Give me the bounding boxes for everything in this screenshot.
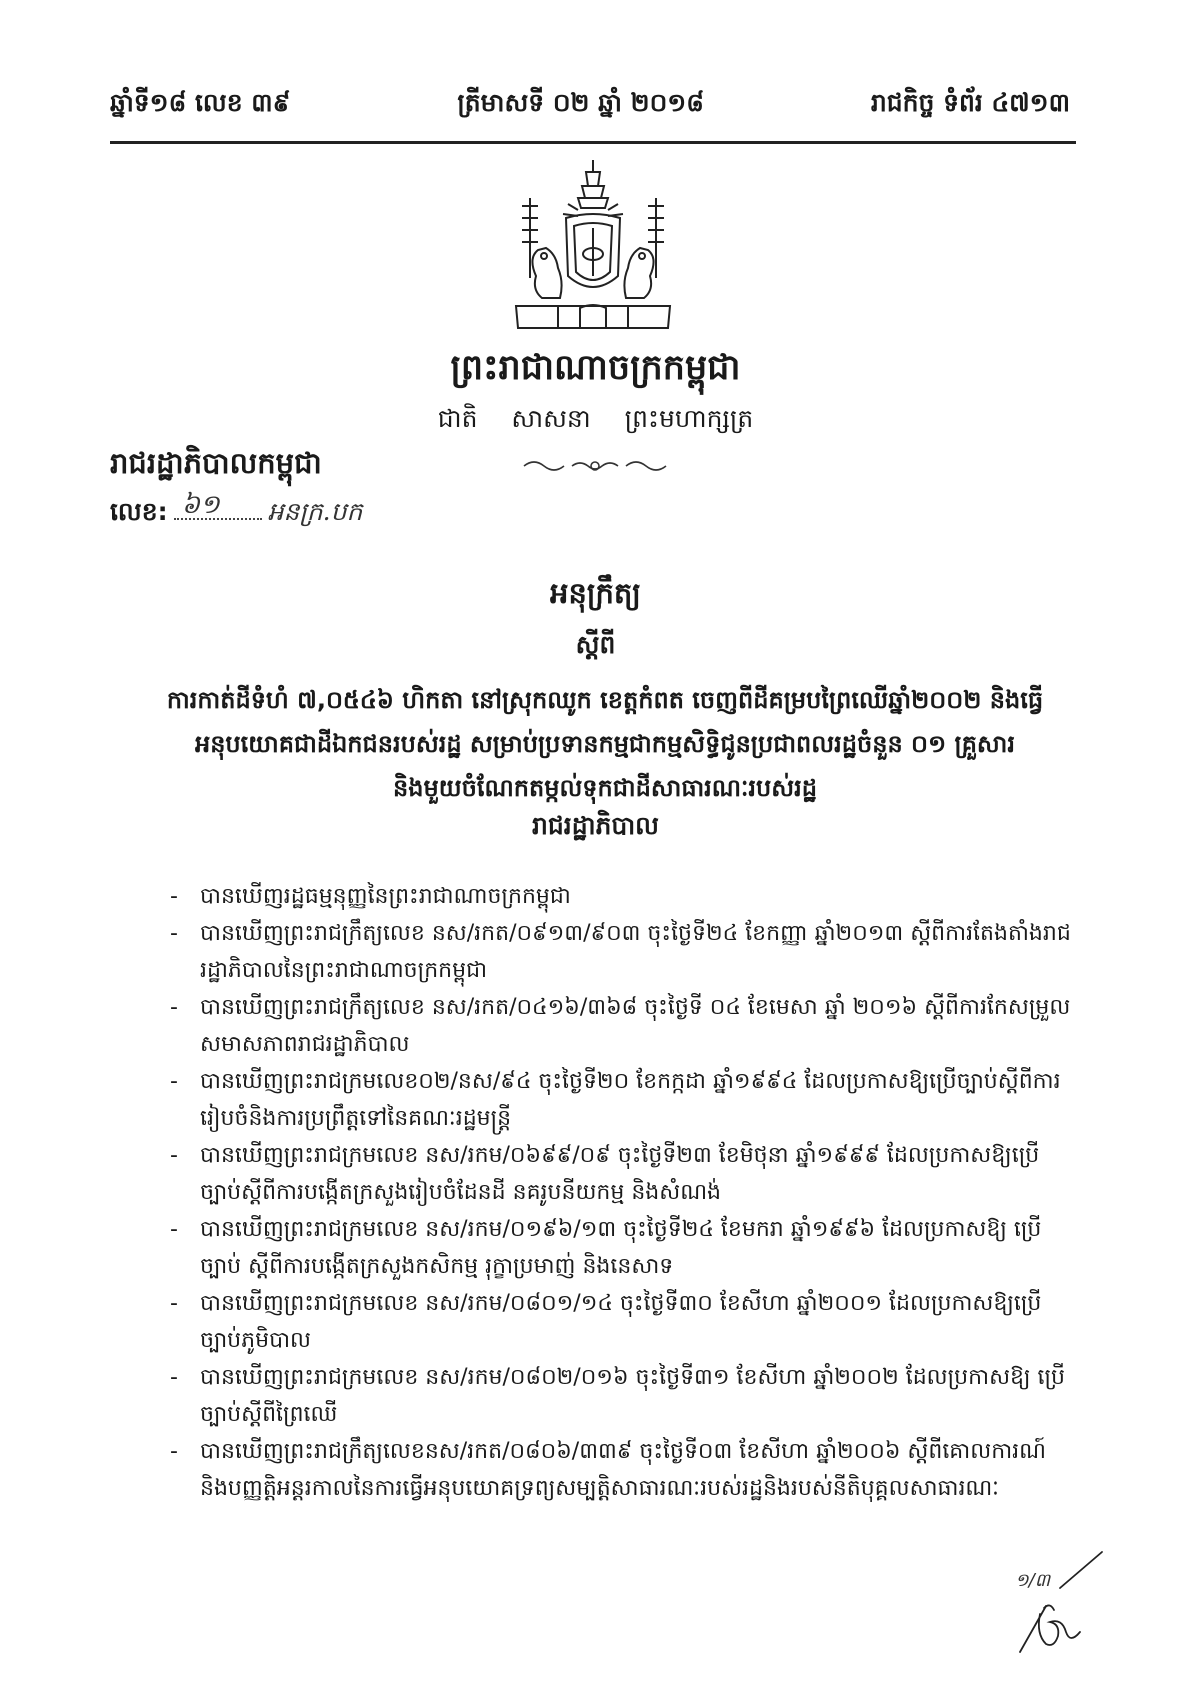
gazette-page: រាជកិច្ច ទំព័រ ៤៧១៣ [870,88,1070,117]
reference-line: ច្បាប់ ស្តីពីការបង្កើតក្រសួងកសិកម្ម រុក្ខាប្រមាញ់ និងនេសាទ [200,1254,674,1279]
decree-title-line: និងមួយចំណែកតម្កល់ទុកជាដីសាធារណៈរបស់រដ្ឋ [393,774,817,802]
references-list [170,878,1075,1507]
reference-line: បានឃើញព្រះរាជក្រមលេខ នស/រកម/០៦៩៩/០៩ ចុះថ្ងៃទី២៣ ខែមិថុនា ឆ្នាំ១៩៩៩ ដែលប្រកាសឱ្យប្រើ [200,1143,1040,1168]
reference-item [170,878,1075,915]
reference-item [170,1433,1075,1507]
reference-item [170,989,1075,1063]
bullet-dash: - [170,1365,178,1390]
decree-number-line [110,492,362,533]
bullet-dash: - [170,995,178,1020]
reference-line: បានឃើញព្រះរាជក្រមលេខ០២/នស/៩៤ ចុះថ្ងៃទី២០ ខែកក្កដា ឆ្នាំ១៩៩៤ ដែលប្រកាសឱ្យប្រើច្បាប់ស្តីពីការ [200,1069,1061,1094]
reference-line: សមាសភាពរាជរដ្ឋាភិបាល [200,1032,410,1057]
reference-line: ច្បាប់ស្តីពីព្រៃឈើ [200,1402,338,1427]
handwritten-number: ៦១ [181,490,220,520]
reference-item [170,1285,1075,1359]
reference-line: ច្បាប់ភូមិបាល [200,1328,311,1353]
reference-item [170,1137,1075,1211]
reference-line: បានឃើញព្រះរាជក្រមលេខ នស/រកម/០៨០១/១៤ ចុះថ្ងៃទី៣០ ខែសីហា ឆ្នាំ២០០១ ដែលប្រកាសឱ្យប្រើ [200,1291,1042,1316]
bullet-dash: - [170,884,178,909]
bullet-dash: - [170,1069,178,1094]
bullet-dash: - [170,1439,178,1464]
number-label: លេខ: [110,497,168,526]
about-label: ស្តីពី [575,630,616,659]
reference-line: បានឃើញព្រះរាជក្រមលេខ នស/រកម/០១៩៦/១៣ ចុះថ្ងៃទី២៤ ខែមករា ឆ្នាំ១៩៩៦ ដែលប្រកាសឱ្យ ប្រើ [200,1217,1042,1242]
document-type: អនុក្រឹត្យ [550,576,641,610]
reference-item [170,1359,1075,1433]
gazette-quarter: ត្រីមាសទី ០២ ឆ្នាំ ២០១៨ [457,88,704,117]
reference-line: បានឃើញរដ្ឋធម្មនុញ្ញនៃព្រះរាជាណាចក្រកម្ពុជា [200,884,571,909]
government-subheading: រាជរដ្ឋាភិបាល [532,811,659,840]
reference-line: បានឃើញព្រះរាជក្រឹត្យលេខនស/រកត/០៨០៦/៣៣៩ ចុះថ្ងៃទី០៣ ខែសីហា ឆ្នាំ២០០៦ ស្តីពីគោលការណ៍ [200,1439,1046,1464]
decree-title-line: អនុបយោគជាដីឯកជនរបស់រដ្ឋ សម្រាប់ប្រទានកម្មជាកម្មសិទ្ធិជូនប្រជាពលរដ្ឋចំនួន ០១ គ្រួសារ [194,730,1016,758]
decree-title-line: ការកាត់ដីទំហំ ៧,០៥៤៦ ហិកតា នៅស្រុកឈូក ខេត្តកំពត ចេញពីដីគម្របព្រៃឈើឆ្នាំ២០០២ និងធ្វើ [166,686,1044,714]
reference-line: រដ្ឋាភិបាលនៃព្រះរាជាណាចក្រកម្ពុជា [200,958,488,983]
bullet-dash: - [170,1143,178,1168]
government-name: រាជរដ្ឋាភិបាលកម្ពុជា [110,446,322,480]
handwritten-signature-icon [1000,1548,1110,1658]
reference-item [170,915,1075,989]
decree-code: អនក្រ.បក [267,497,363,526]
national-motto: ជាតិ សាសនា ព្រះមហាក្សត្រ [437,404,754,433]
gazette-year-issue: ឆ្នាំទី១៨ លេខ ៣៩ [110,88,291,117]
bullet-dash: - [170,1291,178,1316]
reference-line: រៀបចំនិងការប្រព្រឹត្តទៅនៃគណៈរដ្ឋមន្ត្រី [200,1106,512,1131]
reference-line: បានឃើញព្រះរាជក្រឹត្យលេខ នស/រកត/០៤១៦/៣៦៨ ចុះថ្ងៃទី ០៤ ខែមេសា ឆ្នាំ ២០១៦ ស្តីពីការកែសម្រួល [200,995,1071,1020]
royal-coat-of-arms-icon [508,158,678,340]
reference-item [170,1063,1075,1137]
gazette-header [110,86,1070,126]
bullet-dash: - [170,1217,178,1242]
reference-line: បានឃើញព្រះរាជក្រឹត្យលេខ នស/រកត/០៩១៣/៩០៣ ចុះថ្ងៃទី២៤ ខែកញ្ញា ឆ្នាំ២០១៣ ស្តីពីការតែងតាំងរាជ [200,921,1071,946]
number-dotted-field [174,492,262,520]
kingdom-title: ព្រះរាជាណាចក្រកម្ពុជា [450,348,741,388]
page-number: ១/៣ [1015,1570,1051,1591]
bullet-dash: - [170,921,178,946]
reference-item [170,1211,1075,1285]
reference-line: និងបញ្ញត្តិអន្តរកាលនៃការធ្វើអនុបយោគទ្រព្យសម្បត្តិសាធារណៈរបស់រដ្ឋនិងរបស់នីតិបុគ្គលសាធារណៈ [200,1476,1000,1501]
reference-line: បានឃើញព្រះរាជក្រមលេខ នស/រកម/០៨០២/០១៦ ចុះថ្ងៃទី៣១ ខែសីហា ឆ្នាំ២០០២ ដែលប្រកាសឱ្យ ប្រើ [200,1365,1066,1390]
ornament-divider-icon [520,454,670,478]
decree-title [140,678,1070,810]
header-divider [110,141,1076,144]
reference-line: ច្បាប់ស្តីពីការបង្កើតក្រសួងរៀបចំដែនដី នគរូបនីយកម្ម និងសំណង់ [200,1180,722,1205]
